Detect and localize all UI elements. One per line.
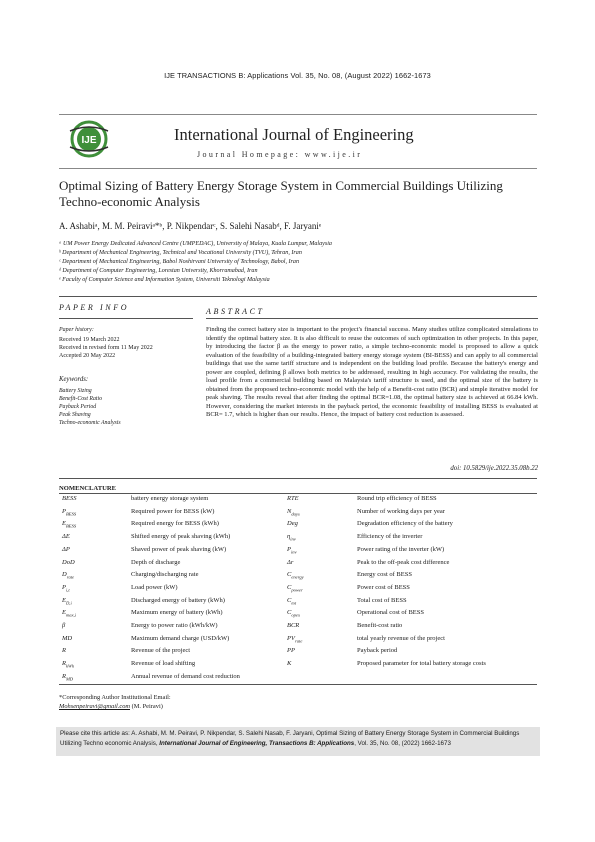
divider [59,684,537,685]
nomenclature-description: Revenue of load shifting [131,660,196,668]
nomenclature-description: Discharged energy of battery (kWh) [131,596,225,604]
doi: doi: 10.5829/ije.2022.35.08b.22 [450,465,538,472]
affiliation: ᵈ Department of Computer Engineering, Lorestan University, Khorramabad, Iran [59,268,258,274]
nomenclature-description: Power cost of BESS [357,583,410,591]
nomenclature-symbol: $\eta_{inv}$ [287,533,296,542]
paper-info-heading: PAPER INFO [59,303,130,312]
divider [206,318,538,319]
nomenclature-symbol: $R_{MD}$ [62,672,74,682]
nomenclature-symbol: $E_{BESS}$ [62,520,77,529]
nomenclature-symbol: $P_{i,t}$ [62,583,70,593]
corresponding-email[interactable]: Mohsenpeiravi@gmail.com [59,703,131,710]
corresponding-label: *Corresponding Author Institutional Email: [59,694,171,701]
nomenclature-description: total yearly revenue of the project [357,634,445,642]
nomenclature-description: Shaved power of peak shaving (kW) [131,545,227,553]
nomenclature-description: Shifted energy of peak shaving (kWh) [131,533,231,541]
abstract-heading: ABSTRACT [206,307,265,316]
nomenclature-description: battery energy storage system [131,495,209,502]
nomenclature-symbol: BCR [287,622,300,629]
nomenclature-description: Energy cost of BESS [357,571,412,579]
nomenclature-symbol: MD [62,634,73,642]
keyword: Battery Sizing [59,388,92,394]
nomenclature-symbol: BESS [62,495,77,502]
corresponding-author [59,693,537,711]
citation-box [56,727,540,756]
history-label: Paper history: [59,327,94,333]
keyword: Techno-economic Analysis [59,420,121,426]
citation-prefix: Please cite this article as: A. Ashabi, M. M. Peiravi, P. Nikpendar, S. Salehi Nasab, F. Jaryani, Optimal Sizing of Battery Energy Storage System in Commercial Buildings Utilizing Techno economic Analysis, [60,730,520,747]
affiliation: ᵃ UM Power Energy Dedicated Advanced Centre (UMPEDAC), University of Malaya, Kuala Lumpur, Malaysia [59,241,332,247]
keyword: Payback Period [59,404,97,410]
nomenclature-description: Degradation efficiency of the battery [357,520,453,528]
nomenclature-symbol: Deg [287,520,298,528]
nomenclature-symbol: ΔP [62,545,70,553]
journal-name: International Journal of Engineering [174,125,414,144]
nomenclature-description: Total cost of BESS [357,596,407,604]
nomenclature-description: Maximum demand charge (USD/kW) [131,634,230,642]
nomenclature-symbol: $R_{kWh}$ [62,660,75,669]
nomenclature-description: Payback period [357,647,398,655]
nomenclature-description: Energy to power ratio (kWh/kW) [131,622,218,629]
nomenclature-symbol: Δr [287,558,294,566]
running-header: IJE TRANSACTIONS B: Applications Vol. 35, No. 08, (August 2022) 1662-1673 [164,71,431,80]
nomenclature-symbol: RTE [287,495,299,502]
nomenclature-description: Charging/discharging rate [131,571,199,579]
corresponding-name: (M. Peiravi) [131,703,163,710]
divider [59,478,537,479]
nomenclature-description: Revenue of the project [131,647,191,655]
keyword: Benefit-Cost Ratio [59,396,102,402]
citation-suffix: , Vol. 35, No. 08, (2022) 1662-1673 [354,739,451,747]
citation-journal: International Journal of Engineering, Transactions B: Applications [159,739,355,747]
nomenclature-description: Load power (kW) [131,583,178,591]
nomenclature-description: Depth of discharge [131,558,181,566]
nomenclature-symbol: $E_{D,i}$ [62,596,72,605]
nomenclature-symbol: ΔE [62,533,70,541]
nomenclature-description: Power rating of the inverter (kW) [357,545,445,553]
nomenclature-symbol: $C_{energy}$ [287,571,304,580]
nomenclature-description: Operational cost of BESS [357,609,424,617]
affiliation: ᵉ Faculty of Computer Science and Information System, Universiti Teknologi Malaysia [59,277,270,283]
nomenclature-symbol: $PV_{rate}$ [287,634,303,643]
history-accepted: Accepted 20 May 2022 [59,353,116,359]
affiliation: ᶜ Department of Mechanical Engineering, Babol Noshirvani University of Technology, Babol, Iran [59,259,300,265]
nomenclature-symbol: $N_{days}$ [287,507,300,516]
nomenclature-description: Maximum energy of battery (kWh) [131,609,223,617]
nomenclature-description: Round trip efficiency of BESS [357,495,437,502]
nomenclature-symbol: $C_{opex}$ [287,609,301,618]
nomenclature-symbol: $P_{BESS}$ [62,507,77,516]
nomenclature-symbol: β [62,622,66,629]
nomenclature-description: Proposed parameter for total battery storage costs [357,660,486,668]
history-received: Received 19 March 2022 [59,337,120,343]
nomenclature-symbol: R [62,647,66,655]
nomenclature-symbol: $P_{inv}$ [287,545,297,555]
nomenclature-symbol: $C_{power}$ [287,583,303,593]
nomenclature-symbol: $D_{rate}$ [62,571,75,580]
divider [59,296,537,297]
nomenclature-description: Required power for BESS (kW) [131,507,215,515]
nomenclature-description: Peak to the off-peak cost difference [357,558,450,566]
nomenclature-symbol: $E_{max,i}$ [62,609,77,618]
abstract-text: Finding the correct battery size is important to the project's financial success. Many studies utilize complicated simulations to identify the optimal battery size. It is also difficult to reuse the outcomes of such optimization in other projects. In this paper, by introducing the factor β as the energy to power ratio, a simple techno-economic model is proposed to allow a quick evaluation of the feasibility of a building-integrated battery energy storage system (BI-BESS) and can apply to all commercial buildings that use the same tariff structure and is independent on the building load profile. Because the battery's energy and power are coupled, defining β allows both metrics to be addressed, resulting in high accuracy. For validating the results, the load profile from a commercial building based on Malaysia's tariff structure is used, and the optimal size of the battery is obtained from the proposed techno-economic model with the help of a Benefit-cost ratio (BCR) and simple iterative model for peak shaving. The results reveal that after finding the optimal BCR=1.08, the optimal battery size is achieved at 66.84 kWh. However, considering the market interests in the payback period, the economic feasibility of installing BESS is evaluated at BCR= 1.7, which is higher than our results. Hence, the impact of battery cost reduction is assessed. [206,326,538,419]
logo-text: IJE [81,135,97,146]
journal-homepage: Journal Homepage: www.ije.ir [197,150,363,159]
nomenclature-description: Required energy for BESS (kWh) [131,520,219,528]
keywords-label: Keywords: [59,376,89,383]
nomenclature-symbol: K [287,660,292,668]
affiliation: ᵇ Department of Mechanical Engineering, Technical and Vocational University (TVU), Tehran, Iran [59,250,302,256]
journal-logo [64,119,114,159]
nomenclature-description: Benefit-cost ratio [357,622,403,629]
keyword: Peak Shaving [59,412,91,418]
nomenclature-symbol: $C_{tot}$ [287,596,297,605]
nomenclature-symbol: PP [287,647,295,655]
nomenclature-description: Annual revenue of demand cost reduction [131,672,240,680]
author-list: A. Ashabiᵃ, M. M. Peiraviᵃ*ᵇ, P. Nikpendarᶜ, S. Salehi Nasabᵈ, F. Jaryaniᵉ [59,221,322,231]
nomenclature-description: Efficiency of the inverter [357,533,423,541]
nomenclature-heading: NOMENCLATURE [59,485,117,492]
nomenclature-symbol: DoD [62,558,75,566]
paper-title: Optimal Sizing of Battery Energy Storage System in Commercial Buildings Utilizing Techno-economic Analysis [59,178,503,209]
nomenclature-description: Number of working days per year [357,507,445,515]
history-revised: Received in revised form 11 May 2022 [59,345,153,351]
divider [59,318,193,319]
